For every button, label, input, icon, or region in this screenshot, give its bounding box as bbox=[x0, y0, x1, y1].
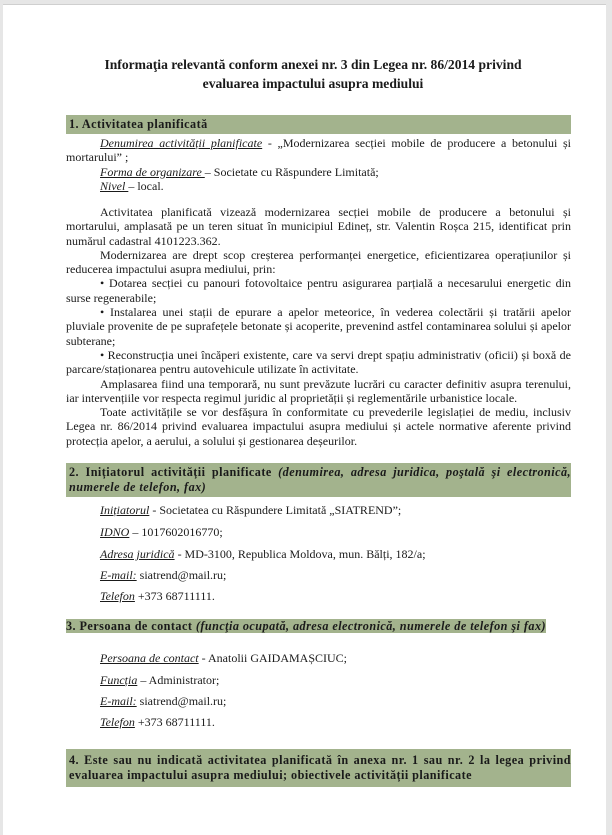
section-4-heading-text: 4. Este sau nu indicată activitatea planificată în anexa nr. 1 sau nr. 2 la legea privind evaluarea impactului asupra mediului; obiectivele activității planificate bbox=[69, 753, 571, 782]
initiator-email-label: E-mail: bbox=[100, 568, 137, 582]
contact-person-value: - Anatolii GAIDAMAȘCIUC; bbox=[198, 651, 347, 665]
contact-person-label: Persoana de contact bbox=[100, 651, 199, 665]
position-value: – Administrator; bbox=[137, 673, 220, 687]
legal-address-row bbox=[100, 547, 570, 561]
idno-value: – 1017602016770; bbox=[129, 525, 223, 539]
contact-email-value: siatrend@mail.ru; bbox=[136, 694, 227, 708]
initiator-email-value: siatrend@mail.ru; bbox=[136, 568, 227, 582]
planned-activity-name-label: Denumirea activității planificate bbox=[100, 136, 263, 150]
section-1-description bbox=[66, 205, 571, 448]
contact-email-label: E-mail: bbox=[100, 694, 137, 708]
bullet-item-1: • Dotarea secției cu panouri fotovoltaice pentru asigurarea parțială a necesarului energetic din surse regenerabile; bbox=[66, 276, 571, 305]
planned-activity-name bbox=[66, 136, 571, 165]
idno-label: IDNO bbox=[100, 525, 130, 539]
organization-form-label: Forma de organizare bbox=[100, 164, 205, 179]
organization-form-value: – Societate cu Răspundere Limitată; bbox=[204, 164, 379, 179]
description-paragraph-3: Amplasarea fiind una temporară, nu sunt prevăzute lucrări cu caracter definitiv asupra terenului, iar intervențiile vor respecta regimul juridic al proprietății și reglementările urbanistice locale. bbox=[66, 376, 571, 405]
position-label: Funcția bbox=[100, 673, 138, 687]
section-3-heading-text: 3. Persoana de contact bbox=[66, 619, 196, 633]
section-1-heading bbox=[66, 115, 571, 134]
description-paragraph-4: Toate activitățile se vor desfășura în conformitate cu prevederile legislației de mediu, inclusiv Legea nr. 86/2014 privind evaluarea impactului asupra mediului și actele normative aferente privind protecția apelor, a aerului, a solului și gestionarea deșeurilor. bbox=[66, 405, 571, 448]
bullet-item-2: • Instalarea unei stații de epurare a apelor meteorice, în vederea colectării și tratării apelor pluviale provenite de pe suprafețele betonate și acoperite, prevenind astfel contaminarea solului și apelor subterane; bbox=[66, 305, 571, 348]
description-paragraph-1: Activitatea planificată vizează modernizarea secției mobile de producere a betonului și mortarului, amplasată pe un teren situat în municipiul Edineț, str. Valentin Roșca 215, identificat prin numărul cadastral 4101223.362. bbox=[66, 205, 571, 248]
document-page bbox=[3, 4, 606, 835]
section-1-details bbox=[66, 136, 571, 193]
initiator-phone-label: Telefon bbox=[100, 589, 135, 603]
contact-phone-row bbox=[100, 715, 570, 729]
legal-address-label: Adresa juridică bbox=[100, 547, 175, 561]
section-3-heading bbox=[66, 619, 571, 634]
title-line-2: evaluarea impactului asupra mediului bbox=[202, 76, 424, 91]
description-paragraph-2: Modernizarea are drept scop creșterea performanței energetice, eficientizarea operațiunilor și reducerea impactului asupra mediului, prin: bbox=[66, 247, 571, 277]
organization-form bbox=[66, 165, 571, 179]
initiator-email-row bbox=[100, 568, 570, 582]
contact-phone-label: Telefon bbox=[100, 715, 135, 729]
section-2-heading-italic: (denumirea, adresa juridica, poştală şi electronică, numerele de telefon, fax) bbox=[69, 465, 571, 494]
contact-phone-value: +373 68711111. bbox=[134, 715, 215, 729]
activity-level-label: Nivel bbox=[100, 178, 129, 193]
contact-person-row bbox=[100, 651, 570, 665]
document-title bbox=[83, 55, 543, 93]
activity-level bbox=[66, 179, 571, 193]
position-row bbox=[100, 673, 570, 687]
idno-row bbox=[100, 525, 570, 539]
initiator-row bbox=[100, 503, 570, 517]
initiator-label: Inițiatorul bbox=[100, 503, 150, 517]
bullet-item-3: • Reconstrucția unei încăperi existente, care va servi drept spațiu administrativ (oficii) și boxă de parcare/staționarea pentru autovehicule utilizate în activitate. bbox=[66, 347, 571, 377]
legal-address-value: - MD-3100, Republica Moldova, mun. Bălți, 182/a; bbox=[174, 547, 426, 561]
planned-activity-name-value: - „Modernizarea secției mobile de producere a betonului și mortarului” ; bbox=[66, 136, 572, 165]
activity-level-value: – local. bbox=[128, 178, 164, 193]
contact-email-row bbox=[100, 694, 570, 708]
section-3-heading-italic: (funcţia ocupată, adresa electronică, numerele de telefon şi fax) bbox=[195, 619, 546, 633]
section-4-heading bbox=[66, 749, 571, 787]
initiator-value: - Societatea cu Răspundere Limitată „SIATREND”; bbox=[149, 503, 402, 517]
section-1-heading-text: 1. Activitatea planificată bbox=[69, 117, 208, 131]
initiator-phone-value: +373 68711111. bbox=[134, 589, 215, 603]
title-line-1: Informaţia relevantă conform anexei nr. 3 din Legea nr. 86/2014 privind bbox=[104, 57, 522, 72]
section-2-heading-text: 2. Inițiatorul activității planificate bbox=[69, 465, 279, 479]
initiator-phone-row bbox=[100, 589, 570, 603]
section-2-heading bbox=[66, 463, 571, 497]
